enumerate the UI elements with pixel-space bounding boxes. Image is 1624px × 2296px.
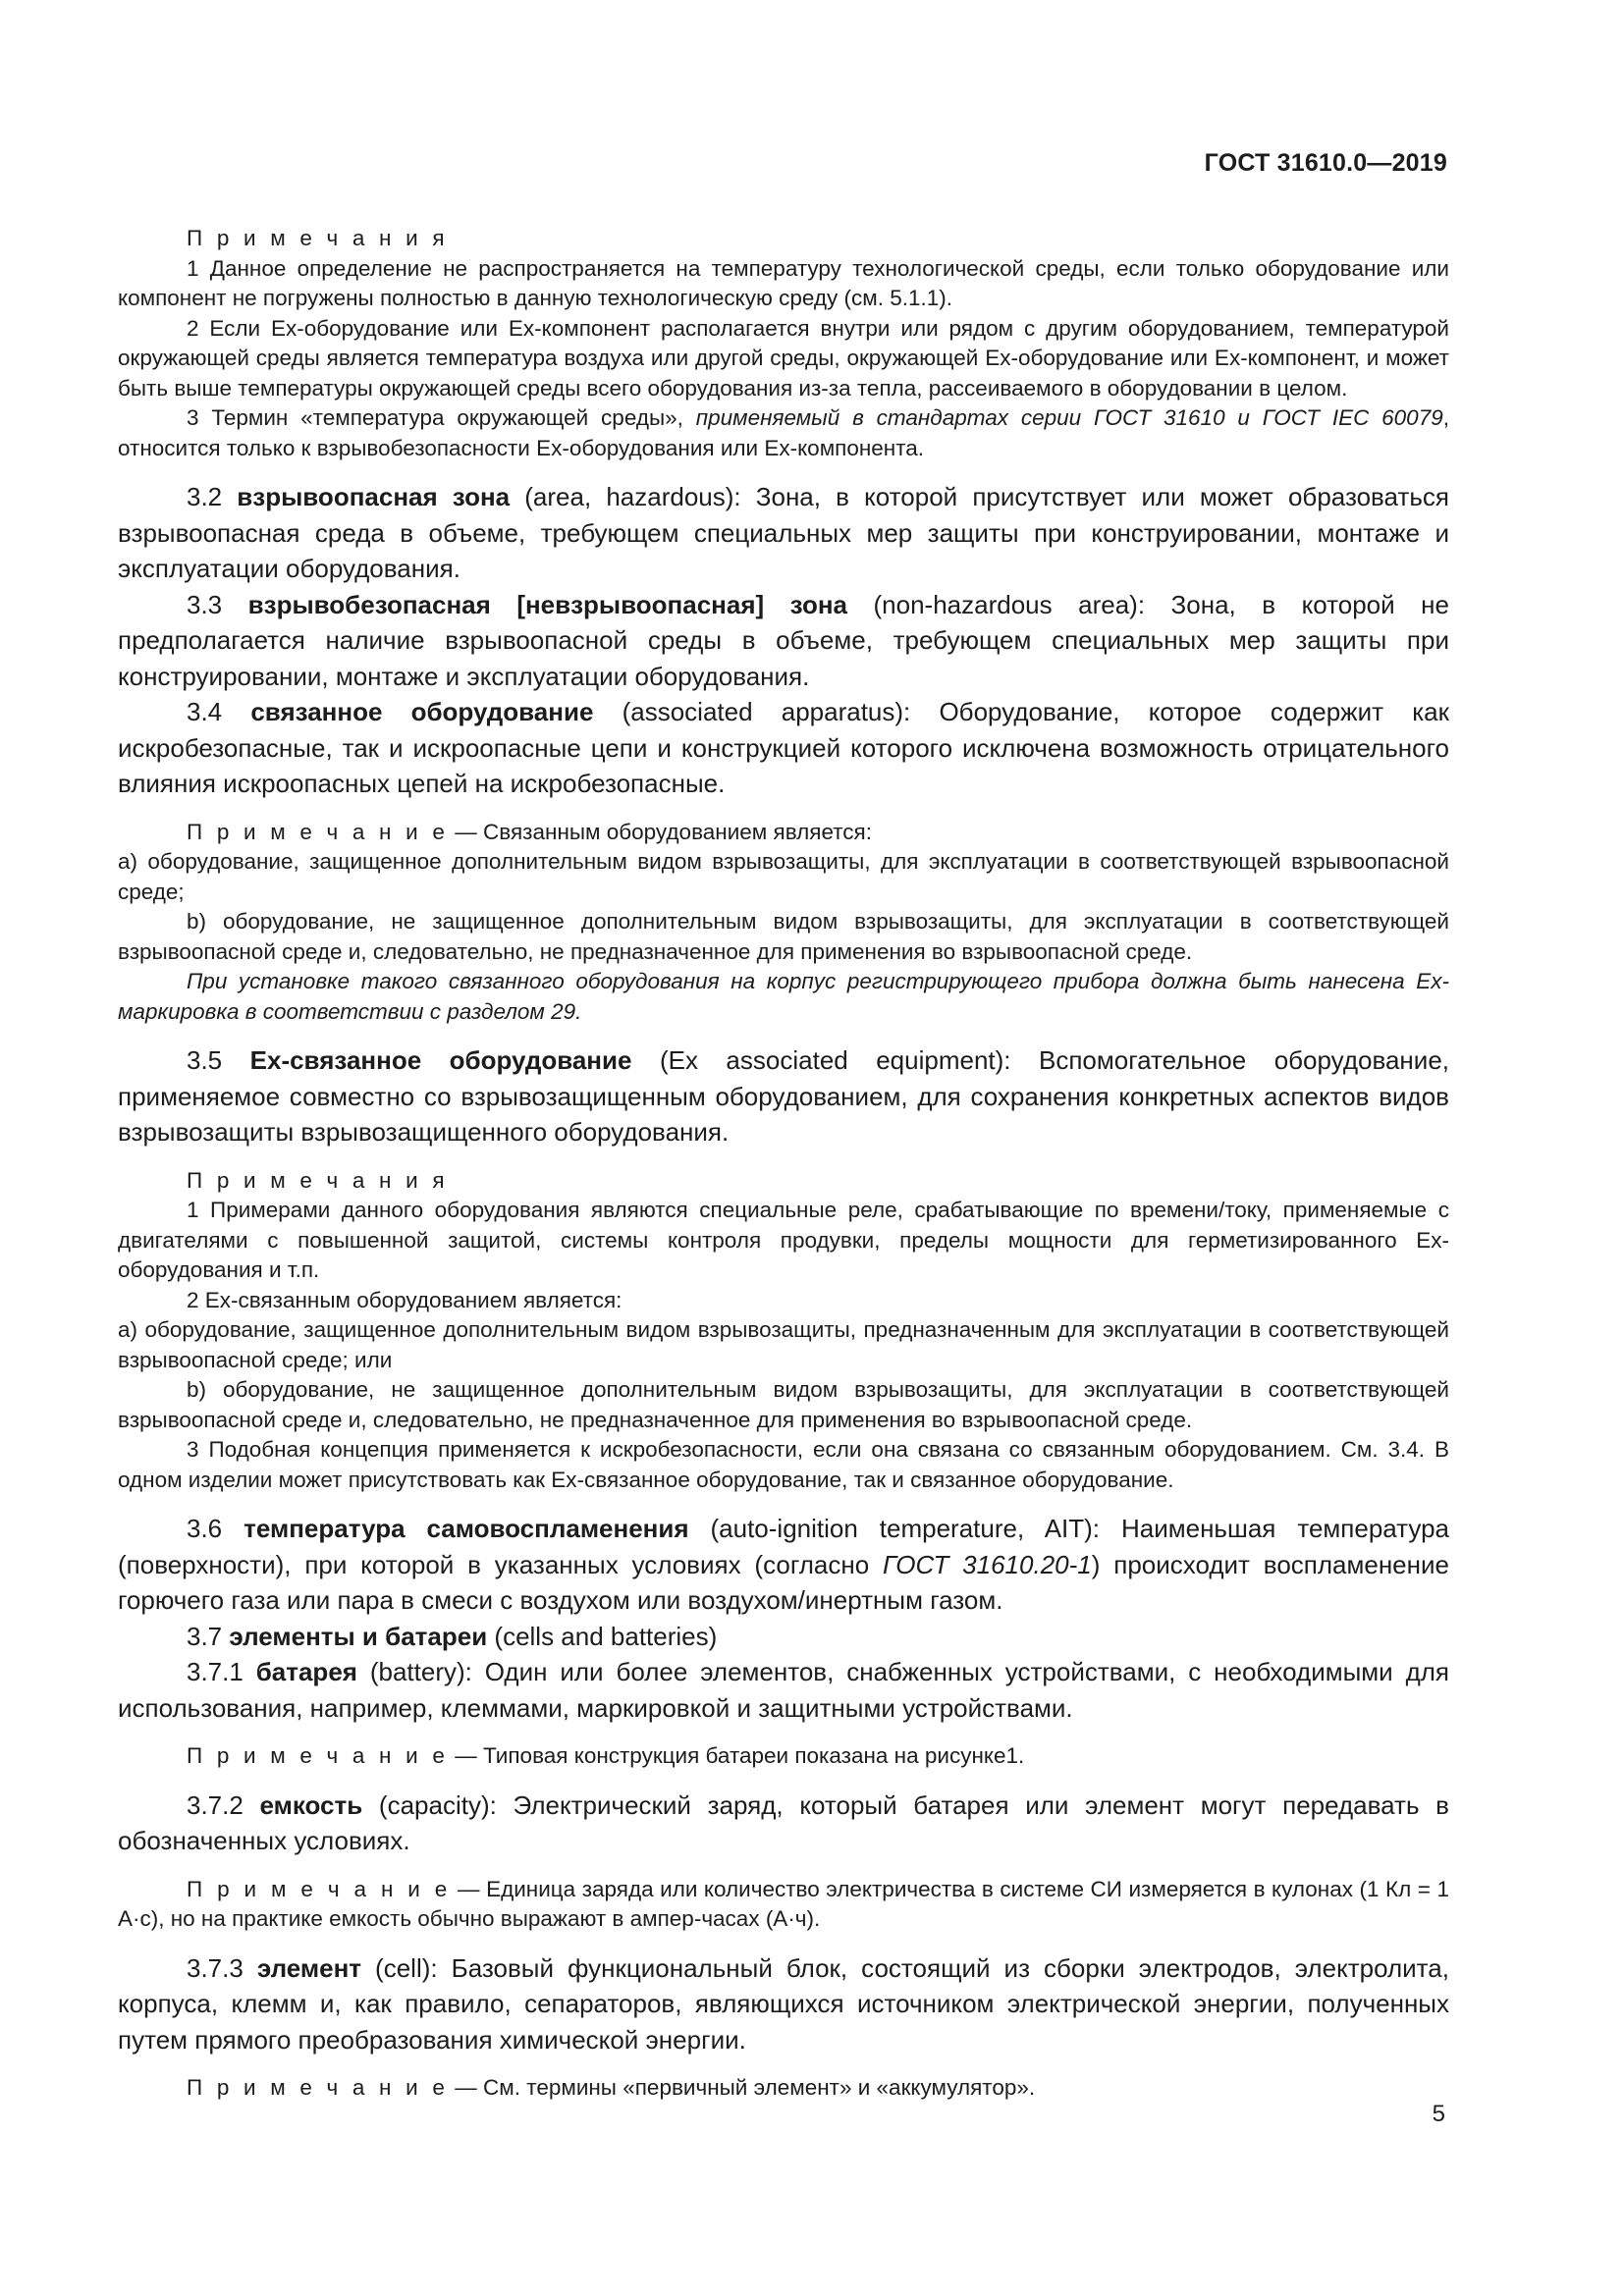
- note-item: П р и м е ч а н и е — Связанным оборудованием является:: [187, 819, 872, 844]
- term-3-4: 3.4 связанное оборудование (associated apparatus): Оборудование, которое содержит как искробезопасные, так и искроопасные цепи и конструкцией которого исключена возможность отрицательного влияния искроопасных цепей на искробезопасные.: [118, 697, 1449, 798]
- note-item: 1 Примерами данного оборудования являются специальные реле, срабатывающие по времени/току, применяемые с двигателями с повышенной защитой, системы контроля продувки, пределы мощности для герметизированного Ex-оборудования и т.п.: [118, 1198, 1449, 1282]
- note-item: При установке такого связанного оборудования на корпус регистрирующего прибора должна быть нанесена Ex-маркировка в соответствии с разделом 29.: [118, 969, 1449, 1024]
- note-3-7-2: [118, 1875, 1449, 1935]
- note-item: 1 Данное определение не распространяется на температуру технологической среды, если только оборудование или компонент не погружены полностью в данную технологическую среду (см. 5.1.1).: [118, 255, 1449, 310]
- note-3-7-3: [118, 2073, 1449, 2104]
- note-item: b) оборудование, не защищенное дополнительным видом взрывозащиты, для эксплуатации в соответствующей взрывоопасной среде и, следовательно, не предназначенное для применения во взрывоопасной среде.: [118, 909, 1449, 964]
- note-item: П р и м е ч а н и е — Единица заряда или количество электричества в системе СИ измеряется в кулонах (1 Кл = 1 А·с), но на практике емкость обычно выражают в ампер-часах (А·ч).: [118, 1876, 1449, 1931]
- note-item: П р и м е ч а н и е — Типовая конструкция батареи показана на рисунке1.: [187, 1743, 1025, 1768]
- term-3-3: 3.3 взрывобезопасная [невзрывоопасная] зона (non-hazardous area): Зона, в которой не предполагается наличие взрывоопасной среды в объеме, требующем специальных мер защиты при конструировании, монтаже и эксплуатации оборудования.: [118, 589, 1449, 691]
- notes-heading: П р и м е ч а н и я: [187, 1167, 449, 1193]
- page-content: [118, 224, 1449, 2119]
- note-item: 3 Термин «температура окружающей среды», применяемый в стандартах серии ГОСТ 31610 и ГОСТ IEC 60079, относится только к взрывобезопасности Ex-оборудования или Ex-компонента.: [118, 405, 1449, 460]
- notes-heading: П р и м е ч а н и я: [187, 226, 449, 250]
- term-3-7-2: 3.7.2 емкость (capacity): Электрический заряд, который батарея или элемент могут передавать в обозначенных условиях.: [118, 1789, 1449, 1855]
- note-item: 3 Подобная концепция применяется к искробезопасности, если она связана со связанным оборудованием. См. 3.4. В одном изделии может присутствовать как Ex-связанное оборудование, так и связанное оборудование.: [118, 1437, 1449, 1492]
- note-item: 2 Если Ex-оборудование или Ex-компонент располагается внутри или рядом с другим оборудованием, температурой окружающей среды является температура воздуха или другой среды, окружающей Ex-оборудование или Ex-компонент, и может быть выше температуры окружающей среды всего оборудования из-за тепла, рассеиваемого в оборудовании в целом.: [118, 315, 1449, 400]
- term-3-7: 3.7 элементы и батареи (cells and batteries): [187, 1621, 718, 1651]
- note-item: а) оборудование, защищенное дополнительным видом взрывозащиты, для эксплуатации в соответствующей взрывоопасной среде;: [118, 849, 1449, 904]
- term-3-7-3: 3.7.3 элемент (cell): Базовый функциональный блок, состоящий из сборки электродов, электролита, корпуса, клемм и, как правило, сепараторов, являющихся источником электрической энергии, полученных путем прямого преобразования химической энергии.: [118, 1952, 1449, 2055]
- note-item: 2 Ex-связанным оборудованием является:: [187, 1287, 623, 1312]
- note-3-7-1: [118, 1741, 1449, 1772]
- notes-block-1: [118, 224, 1449, 463]
- term-3-7-1: 3.7.1 батарея (battery): Один или более элементов, снабженных устройствами, с необходимыми для использования, например, клеммами, маркировкой и защитными устройствами.: [118, 1657, 1449, 1723]
- term-3-6: 3.6 температура самовоспламенения (auto-ignition temperature, AIT): Наименьшая температура (поверхности), при которой в указанных условиях (согласно ГОСТ 31610.20-1) происходит воспламенение горючего газа или пара в смеси с воздухом или воздухом/инертным газом.: [118, 1514, 1450, 1615]
- notes-block-2: [118, 818, 1449, 1028]
- term-3-5: 3.5 Ex-связанное оборудование (Ex associated equipment): Вспомогательное оборудование, применяемое совместно со взрывозащищенным оборудованием, для сохранения конкретных аспектов видов взрывозащиты взрывозащищенного оборудования.: [118, 1045, 1449, 1147]
- term-3-2: 3.2 взрывоопасная зона (area, hazardous): Зона, в которой присутствует или может образоваться взрывоопасная среда в объеме, требующем специальных мер защиты при конструировании, монтаже и эксплуатации оборудования.: [118, 482, 1449, 583]
- document-number: ГОСТ 31610.0—2019: [1204, 149, 1447, 177]
- note-item: а) оборудование, защищенное дополнительным видом взрывозащиты, предназначенным для эксплуатации в соответствующей взрывоопасной среде; или: [118, 1317, 1449, 1372]
- notes-block-3: [118, 1166, 1449, 1496]
- note-item: b) оборудование, не защищенное дополнительным видом взрывозащиты, для эксплуатации в соответствующей взрывоопасной среде и, следовательно, не предназначенное для применения во взрывоопасной среде.: [118, 1377, 1449, 1432]
- page-number: 5: [1432, 2101, 1445, 2127]
- note-item: П р и м е ч а н и е — См. термины «первичный элемент» и «аккумулятор».: [187, 2075, 1036, 2100]
